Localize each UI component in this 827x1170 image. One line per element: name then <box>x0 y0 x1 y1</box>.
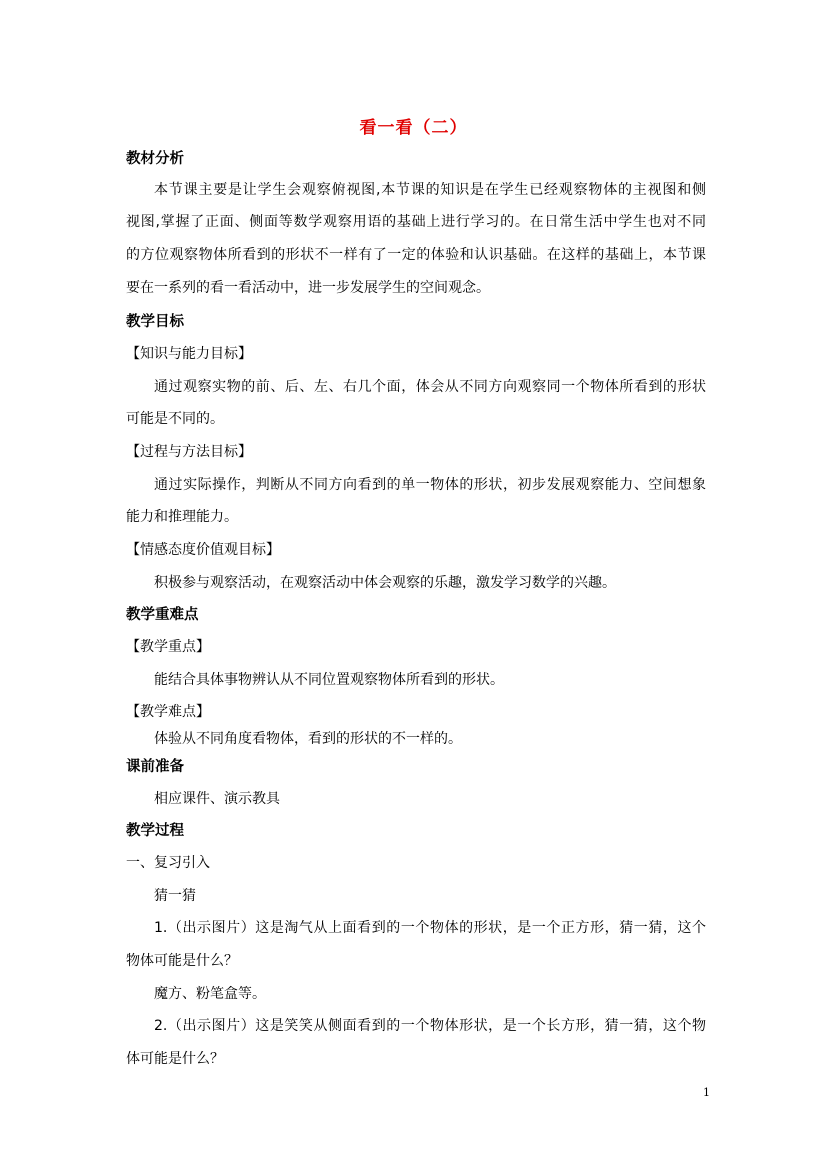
paragraph-line: 的方位观察物体所看到的形状不一样有了一定的体验和认识基础。在这样的基础上，本节课 <box>126 247 706 263</box>
paragraph-line: 通过观察实物的前、后、左、右几个面，体会从不同方向观察同一个物体所看到的形状 <box>154 379 706 395</box>
paragraph-line: 能结合具体事物辨认从不同位置观察物体所看到的形状。 <box>154 672 504 688</box>
paragraph-line: 物体可能是什么？ <box>126 953 238 969</box>
subheading-difficulty: 【教学难点】 <box>126 704 210 720</box>
paragraph-line: 能力和推理能力。 <box>126 509 238 525</box>
page-number: 1 <box>703 1086 710 1099</box>
paragraph-line: 可能是不同的。 <box>126 411 224 427</box>
paragraph-line: 通过实际操作，判断从不同方向看到的单一物体的形状，初步发展观察能力、空间想象 <box>154 477 706 493</box>
paragraph-line: 本节课主要是让学生会观察俯视图,本节课的知识是在学生已经观察物体的主视图和侧 <box>154 182 706 198</box>
subheading-knowledge: 【知识与能力目标】 <box>126 346 252 362</box>
paragraph-line: 魔方、粉笔盒等。 <box>154 986 266 1002</box>
paragraph-line: 1.（出示图片）这是淘气从上面看到的一个物体的形状，是一个正方形，猜一猜，这个 <box>154 920 706 936</box>
paragraph-line: 体验从不同角度看物体，看到的形状的不一样的。 <box>154 731 462 747</box>
paragraph-line: 2.（出示图片）这是笑笑从侧面看到的一个物体形状，是一个长方形，猜一猜，这个物 <box>154 1018 706 1034</box>
paragraph-line: 要在一系列的看一看活动中，进一步发展学生的空间观念。 <box>126 280 490 296</box>
paragraph-line: 猜一猜 <box>154 888 196 904</box>
paragraph-line: 体可能是什么？ <box>126 1051 224 1067</box>
paragraph-line: 相应课件、演示教具 <box>154 791 280 807</box>
subheading-process: 【过程与方法目标】 <box>126 444 252 460</box>
section-heading-analysis: 教材分析 <box>126 151 184 167</box>
section-heading-objectives: 教学目标 <box>126 314 184 330</box>
section-heading-preparation: 课前准备 <box>126 759 184 775</box>
paragraph-line: 视图,掌握了正面、侧面等数学观察用语的基础上进行学习的。在日常生活中学生也对不同 <box>126 214 706 230</box>
subheading-review: 一、复习引入 <box>126 855 210 871</box>
section-heading-key-points: 教学重难点 <box>126 607 199 623</box>
document-title: 看一看（二） <box>359 118 468 138</box>
section-heading-process: 教学过程 <box>126 823 184 839</box>
subheading-key: 【教学重点】 <box>126 639 210 655</box>
subheading-attitude: 【情感态度价值观目标】 <box>126 542 280 558</box>
paragraph-line: 积极参与观察活动，在观察活动中体会观察的乐趣，激发学习数学的兴趣。 <box>154 575 616 591</box>
